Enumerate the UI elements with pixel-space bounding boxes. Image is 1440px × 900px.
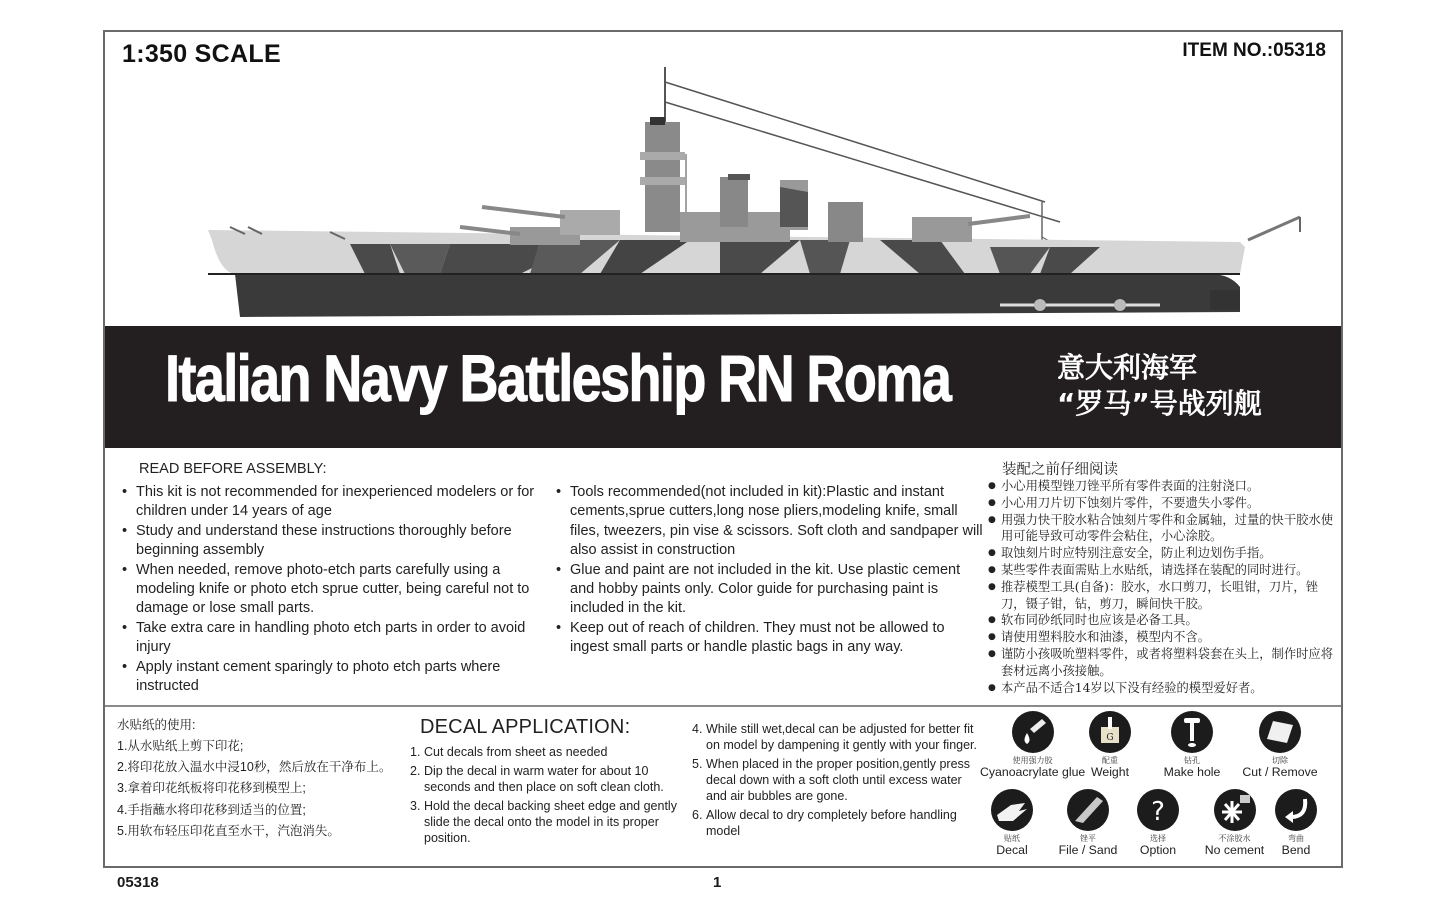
note-item: • Apply instant cement sparingly to photo etch parts where instructed	[122, 658, 552, 697]
decal-step: 3. Hold the decal backing sheet edge and gently slide the decal onto the model in its proper position.	[410, 799, 677, 845]
decal-section	[105, 707, 1341, 867]
decal-steps-right	[692, 721, 982, 842]
note-item-cn: ● 本产品不适合14岁以下没有经验的模型爱好者。	[988, 680, 1338, 697]
legend-glue: 使用强力胶 Cyanoacrylate glue	[980, 711, 1085, 779]
note-item: • Take extra care in handling photo etch parts in order to avoid injury	[122, 619, 552, 658]
legend-option: ? 选择 Option	[1128, 789, 1188, 857]
note-item-cn: ● 某些零件表面需贴上水贴纸，请选择在装配的同时进行。	[988, 562, 1338, 579]
note-item-cn: ● 请使用塑料胶水和油漆，模型内不含。	[988, 629, 1338, 646]
note-item: • Tools recommended(not included in kit):Plastic and instant cements,sprue cutters,long nose pliers,modeling knife, small files, tweezers, pin vise & scissors. Soft cloth and sandpaper will also assist in construction	[556, 483, 986, 561]
decal-step-cn: 5.用软布轻压印花直至水干，汽泡消失。	[117, 823, 340, 838]
decal-title-chinese: 水贴纸的使用:	[117, 718, 196, 732]
read-before-title-chinese: 装配之前仔细阅读	[1002, 462, 1118, 478]
read-before-section	[105, 448, 1341, 706]
note-item: • Study and understand these instructions thoroughly before beginning assembly	[122, 522, 552, 561]
drill-icon	[1171, 711, 1213, 753]
footer-item-code: 05318	[117, 874, 159, 891]
scale-label: 1:350 SCALE	[122, 40, 281, 68]
decal-step: 2. Dip the decal in warm water for about 10 seconds and then place on soft clean cloth.	[410, 764, 664, 794]
decal-step-cn: 1.从水贴纸上剪下印花;	[117, 739, 244, 753]
legend-cut: 切除 Cut / Remove	[1235, 711, 1325, 779]
notes-column-2	[556, 483, 986, 658]
notes-chinese	[988, 478, 1338, 696]
decal-step-cn: 2.将印花放入温水中浸10秒，然后放在干净布上。	[117, 760, 392, 775]
note-item: • When needed, remove photo-etch parts carefully using a modeling knife or photo etch sprue cutter, being careful not to damage or lose small parts.	[122, 561, 552, 619]
note-item-cn: ● 软布同砂纸同时也应该是必备工具。	[988, 612, 1338, 629]
read-before-title: READ BEFORE ASSEMBLY:	[139, 461, 327, 477]
page-number: 1	[713, 874, 722, 891]
title-banner	[105, 326, 1341, 448]
decal-steps-chinese	[117, 736, 391, 842]
decal-icon	[991, 789, 1033, 831]
cut-icon	[1259, 711, 1301, 753]
decal-step: 5. When placed in the proper position,gently press decal down with a soft cloth until excess water and air bubbles are gone.	[692, 757, 971, 803]
decal-step-cn: 3.拿着印花纸板将印花移到模型上;	[117, 781, 306, 796]
battleship-illustration	[200, 62, 1310, 324]
no-cement-icon	[1214, 789, 1256, 831]
title-chinese-line1: 意大利海军	[1057, 351, 1198, 384]
decal-step: 1. Cut decals from sheet as needed	[410, 745, 608, 759]
decal-application-title: DECAL APPLICATION:	[420, 716, 631, 738]
bend-icon	[1275, 789, 1317, 831]
icon-legend	[980, 707, 1340, 867]
svg-text:G: G	[1106, 733, 1114, 743]
legend-weight: G 配重 Weight	[1080, 711, 1140, 779]
decal-step-cn: 4.手指蘸水将印花移到适当的位置;	[117, 802, 306, 817]
title-english: Italian Navy Battleship RN Roma	[165, 341, 951, 415]
note-item: • This kit is not recommended for inexperienced modelers or for children under 14 years of age	[122, 483, 552, 522]
item-number: ITEM NO.:05318	[1182, 40, 1326, 61]
file-icon	[1067, 789, 1109, 831]
legend-drill: 钻孔 Make hole	[1157, 711, 1227, 779]
note-item-cn: ● 取蚀刻片时应特别注意安全，防止利边划伤手指。	[988, 545, 1338, 562]
note-item-cn: ● 小心用模型锉刀锉平所有零件表面的注射浇口。	[988, 478, 1338, 495]
legend-file: 锉平 File / Sand	[1048, 789, 1128, 857]
legend-no-cement: 不涂胶水 No cement	[1192, 789, 1277, 857]
decal-step: 4. While still wet,decal can be adjusted for better fit on model by dampening it gently with your finger.	[692, 722, 977, 752]
svg-text:?: ?	[1151, 797, 1165, 827]
note-item-cn: ● 推荐模型工具(自备)：胶水，水口剪刀，长咀钳，刀片，锉刀，镊子钳，钻，剪刀，瞬间快干胶。	[988, 579, 1338, 613]
legend-decal: 贴纸 Decal	[982, 789, 1042, 857]
glue-drop-icon	[1012, 711, 1054, 753]
title-chinese-line2: “罗马”号战列舰	[1057, 387, 1262, 420]
note-item: • Glue and paint are not included in the kit. Use plastic cement and hobby paints only. Color guide for purchasing paint is included in the kit.	[556, 561, 986, 619]
question-icon	[1137, 789, 1179, 831]
note-item-cn: ● 小心用刀片切下蚀刻片零件，不要遗失小零件。	[988, 495, 1338, 512]
weight-icon	[1089, 711, 1131, 753]
notes-column-1	[122, 483, 552, 696]
note-item: • Keep out of reach of children. They must not be allowed to ingest small parts or handle plastic bags in any way.	[556, 619, 986, 658]
title-chinese	[1057, 350, 1262, 422]
decal-step: 6. Allow decal to dry completely before handling model	[692, 808, 957, 838]
note-item-cn: ● 用强力快干胶水粘合蚀刻片零件和金属轴，过量的快干胶水使用可能导致可动零件会粘住，小心涂胶。	[988, 512, 1338, 546]
legend-bend: 弯曲 Bend	[1270, 789, 1322, 857]
decal-steps-left	[410, 744, 685, 849]
note-item-cn: ● 谨防小孩吸吮塑料零件，或者将塑料袋套在头上，制作时应将套材远离小孩接触。	[988, 646, 1338, 680]
